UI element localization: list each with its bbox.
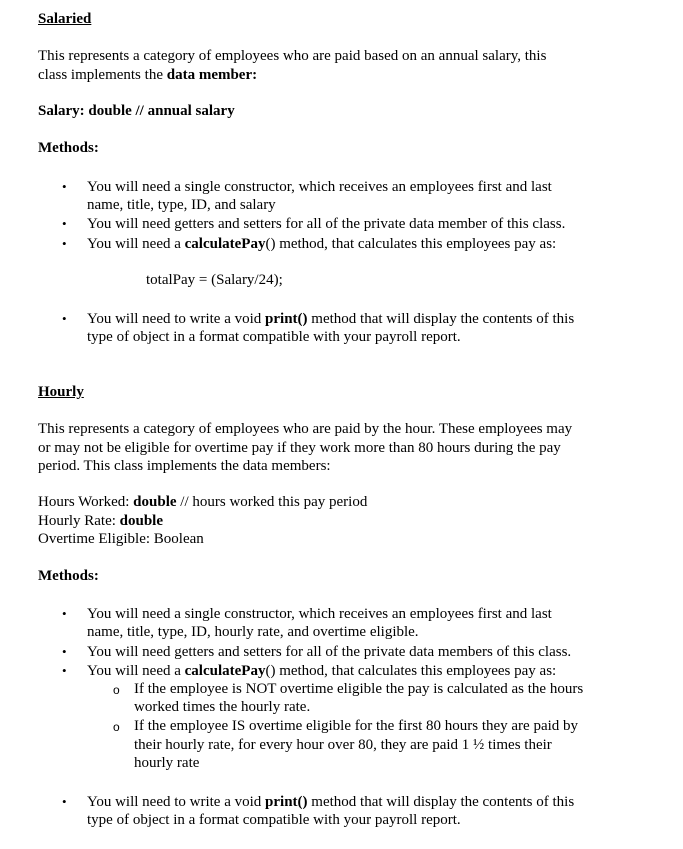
salaried-bullet-1-line-1: You will need a single constructor, which receives an employees first and last <box>87 179 552 195</box>
salaried-methods-heading: Methods: <box>38 140 99 156</box>
salaried-member-salary: Salary: double // annual salary <box>38 103 235 119</box>
salaried-formula: totalPay = (Salary/24); <box>146 272 283 288</box>
hourly-member-1-label: Hours Worked: <box>38 494 134 510</box>
hourly-sub-bullet-1-marker: o <box>113 683 120 697</box>
salaried-bullet-3-marker: • <box>62 236 67 251</box>
salaried-bullet-3-pre: You will need a <box>87 236 185 252</box>
hourly-bullet-2-marker: • <box>62 644 67 659</box>
salaried-bullet-2-marker: • <box>62 216 67 231</box>
hourly-member-2-type: double <box>119 513 164 529</box>
hourly-bullet-4-bold: print() <box>265 794 308 810</box>
salaried-bullet-4-post: method that will display the contents of this <box>307 311 575 327</box>
hourly-bullet-1-line-2: name, title, type, ID, hourly rate, and overtime eligible. <box>87 624 419 640</box>
hourly-bullet-3-pre: You will need a <box>87 663 185 679</box>
hourly-bullet-3-marker: • <box>62 663 67 678</box>
hourly-sub-bullet-2-line-1: If the employee IS overtime eligible for the first 80 hours they are paid by <box>134 718 579 734</box>
salaried-bullet-4-line-2: type of object in a format compatible with your payroll report. <box>87 329 461 345</box>
salaried-bullet-3-bold: calculatePay <box>184 236 266 252</box>
hourly-sub-bullet-2-line-3: hourly rate <box>134 755 200 771</box>
hourly-bullet-4-marker: • <box>62 794 67 809</box>
salaried-bullet-4-pre: You will need to write a void <box>87 311 266 327</box>
salaried-bullet-4-line-1 <box>87 310 574 329</box>
salaried-intro-line-1: This represents a category of employees who are paid based on an annual salary, this <box>38 48 547 64</box>
hourly-member-hourly-rate <box>38 512 163 531</box>
salaried-bullet-3-post: () method, that calculates this employees pay as: <box>265 236 557 252</box>
hourly-bullet-3-line-1 <box>87 662 556 681</box>
hourly-bullet-4-post: method that will display the contents of this <box>307 794 575 810</box>
hourly-intro-line-3: period. This class implements the data members: <box>38 458 331 474</box>
salaried-bullet-2-line-1: You will need getters and setters for all of the private data member of this class. <box>87 216 566 232</box>
hourly-heading: Hourly <box>38 384 84 400</box>
hourly-intro-line-2: or may not be eligible for overtime pay if they work more than 80 hours during the pay <box>38 440 561 456</box>
hourly-bullet-4-pre: You will need to write a void <box>87 794 266 810</box>
hourly-member-hours-worked <box>38 493 367 512</box>
hourly-bullet-2-line-1: You will need getters and setters for all of the private data members of this class. <box>87 644 572 660</box>
hourly-bullet-3-post: () method, that calculates this employees pay as: <box>265 663 557 679</box>
hourly-sub-bullet-2-line-2: their hourly rate, for every hour over 80, they are paid 1 ½ times their <box>134 737 552 753</box>
hourly-member-1-comment: // hours worked this pay period <box>176 494 368 510</box>
hourly-bullet-4-line-2: type of object in a format compatible with your payroll report. <box>87 812 461 828</box>
salaried-bullet-4-bold: print() <box>265 311 308 327</box>
hourly-bullet-4-line-1 <box>87 793 574 812</box>
salaried-heading: Salaried <box>38 11 92 27</box>
hourly-bullet-1-marker: • <box>62 606 67 621</box>
salaried-intro-text: class implements the <box>38 67 167 83</box>
hourly-sub-bullet-1-line-1: If the employee is NOT overtime eligible the pay is calculated as the hours <box>134 681 584 697</box>
salaried-intro-line-2 <box>38 66 257 85</box>
salaried-bullet-3-line-1 <box>87 235 556 254</box>
hourly-methods-heading: Methods: <box>38 568 99 584</box>
hourly-sub-bullet-2-marker: o <box>113 720 120 734</box>
hourly-member-2-label: Hourly Rate: <box>38 513 120 529</box>
salaried-bullet-1-marker: • <box>62 179 67 194</box>
hourly-member-1-type: double <box>133 494 177 510</box>
hourly-bullet-1-line-1: You will need a single constructor, which receives an employees first and last <box>87 606 552 622</box>
salaried-intro-bold: data member: <box>166 67 258 83</box>
hourly-bullet-3-bold: calculatePay <box>184 663 266 679</box>
hourly-sub-bullet-1-line-2: worked times the hourly rate. <box>134 699 311 715</box>
salaried-bullet-1-line-2: name, title, type, ID, and salary <box>87 197 276 213</box>
salaried-bullet-4-marker: • <box>62 311 67 326</box>
hourly-member-overtime-eligible: Overtime Eligible: Boolean <box>38 531 204 547</box>
hourly-intro-line-1: This represents a category of employees who are paid by the hour. These employees may <box>38 421 573 437</box>
